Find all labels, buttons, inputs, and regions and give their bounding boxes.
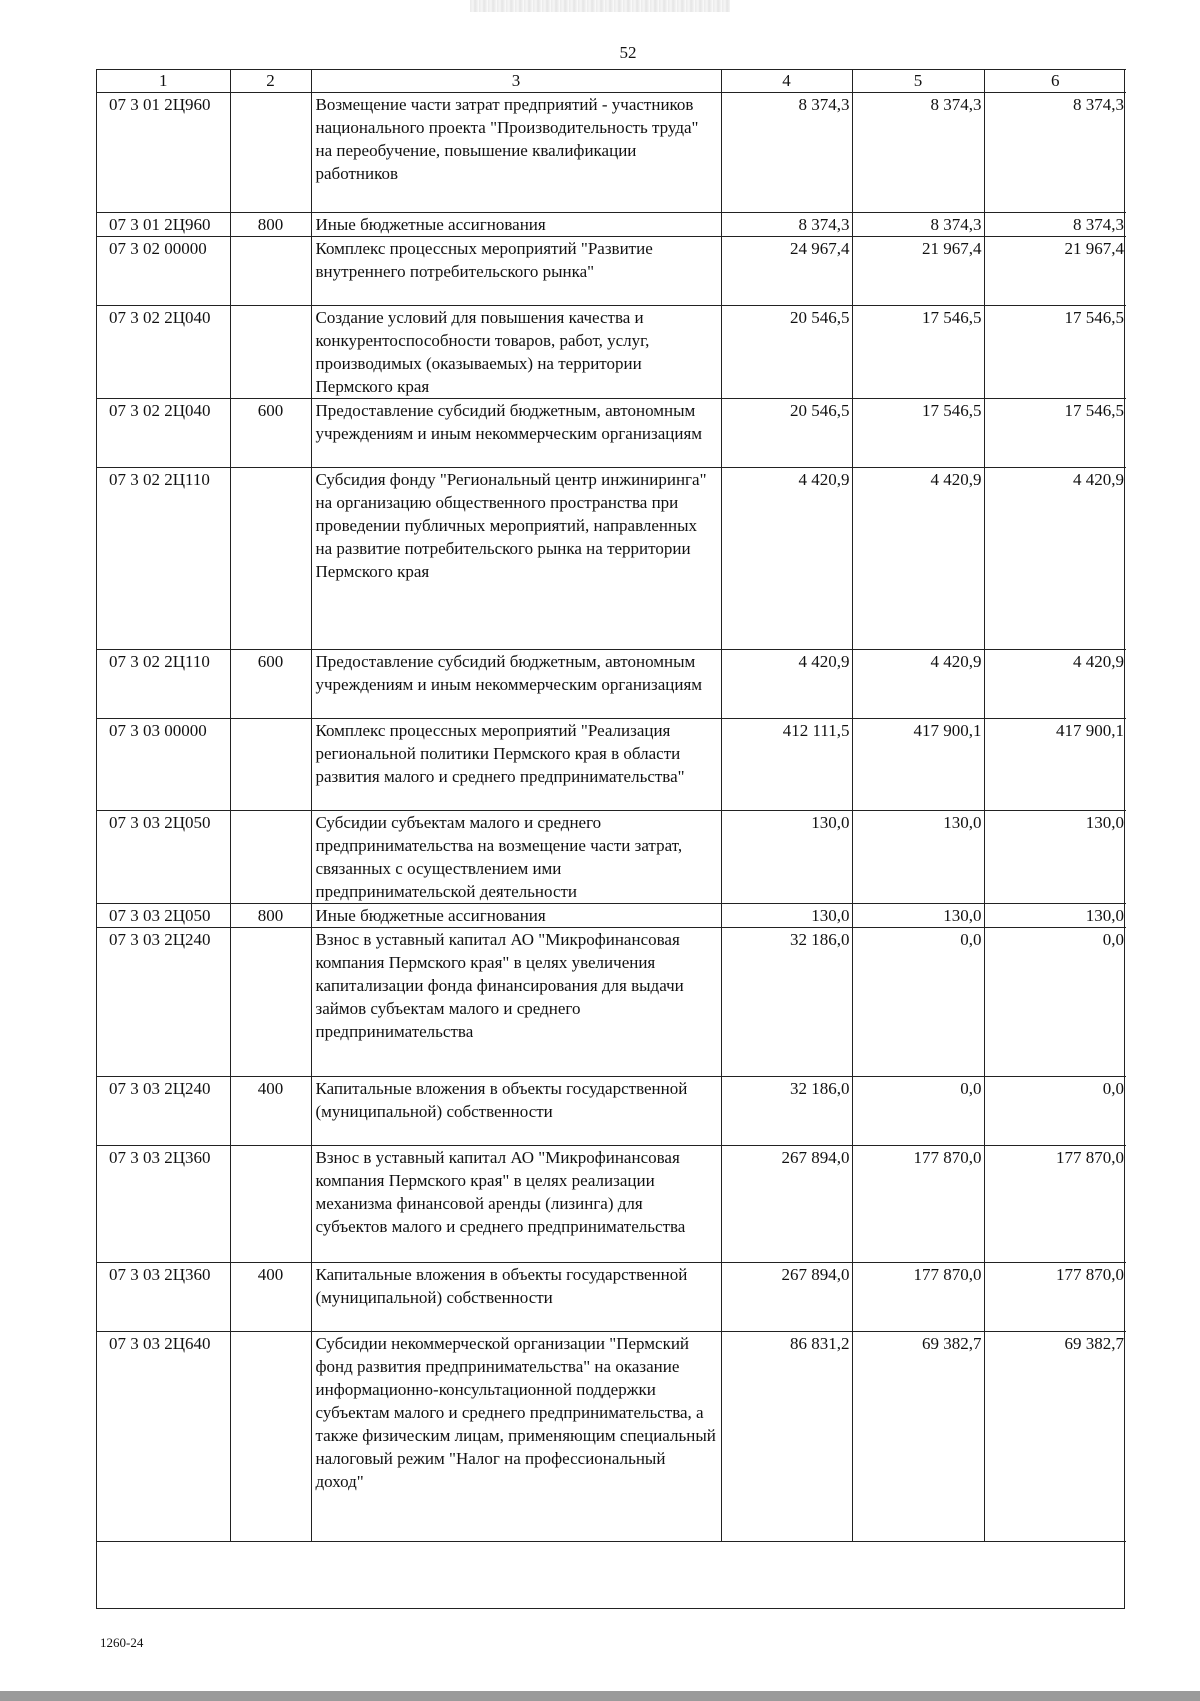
budget-code-cell: 07 3 01 2Ц960 bbox=[97, 213, 230, 237]
expense-type-cell bbox=[230, 1332, 311, 1542]
table-row bbox=[97, 93, 1126, 213]
amount-cell: 417 900,1 bbox=[852, 719, 984, 811]
column-header: 4 bbox=[721, 70, 852, 93]
budget-code-cell: 07 3 03 2Ц240 bbox=[97, 1077, 230, 1146]
amount-cell: 267 894,0 bbox=[721, 1263, 852, 1332]
amount-cell: 32 186,0 bbox=[721, 1077, 852, 1146]
expense-type-cell: 800 bbox=[230, 213, 311, 237]
table-row bbox=[97, 213, 1126, 237]
amount-cell: 417 900,1 bbox=[984, 719, 1126, 811]
table-body bbox=[97, 70, 1126, 1542]
item-name-cell: Иные бюджетные ассигнования bbox=[311, 904, 721, 928]
budget-code-cell: 07 3 03 2Ц360 bbox=[97, 1146, 230, 1263]
amount-cell: 21 967,4 bbox=[984, 237, 1126, 306]
budget-code-cell: 07 3 02 2Ц110 bbox=[97, 468, 230, 650]
budget-code-cell: 07 3 03 00000 bbox=[97, 719, 230, 811]
expense-type-cell: 600 bbox=[230, 650, 311, 719]
expense-type-cell bbox=[230, 306, 311, 399]
table-row bbox=[97, 719, 1126, 811]
amount-cell: 4 420,9 bbox=[721, 468, 852, 650]
amount-cell: 17 546,5 bbox=[852, 399, 984, 468]
amount-cell: 24 967,4 bbox=[721, 237, 852, 306]
expense-type-cell bbox=[230, 928, 311, 1077]
table-row bbox=[97, 904, 1126, 928]
column-header: 3 bbox=[311, 70, 721, 93]
item-name-cell: Взнос в уставный капитал АО "Микрофинансовая компания Пермского края" в целях реализации механизма финансовой аренды (лизинга) для субъектов малого и среднего предпринимательства bbox=[311, 1146, 721, 1263]
amount-cell: 130,0 bbox=[852, 904, 984, 928]
column-header: 2 bbox=[230, 70, 311, 93]
amount-cell: 0,0 bbox=[852, 1077, 984, 1146]
amount-cell: 130,0 bbox=[984, 811, 1126, 904]
table-row bbox=[97, 399, 1126, 468]
amount-cell: 17 546,5 bbox=[984, 399, 1126, 468]
amount-cell: 177 870,0 bbox=[984, 1146, 1126, 1263]
budget-code-cell: 07 3 02 2Ц110 bbox=[97, 650, 230, 719]
amount-cell: 4 420,9 bbox=[852, 468, 984, 650]
table-row bbox=[97, 1077, 1126, 1146]
amount-cell: 4 420,9 bbox=[852, 650, 984, 719]
amount-cell: 4 420,9 bbox=[984, 468, 1126, 650]
item-name-cell: Субсидии некоммерческой организации "Пермский фонд развития предпринимательства" на оказание информационно-консультационной поддержки субъектам малого и среднего предпринимательства, а также физическим лицам, применяющим специальный налоговый режим "Налог на профессиональный доход" bbox=[311, 1332, 721, 1542]
amount-cell: 8 374,3 bbox=[852, 213, 984, 237]
item-name-cell: Капитальные вложения в объекты государственной (муниципальной) собственности bbox=[311, 1263, 721, 1332]
table-row bbox=[97, 1146, 1126, 1263]
page-number: 52 bbox=[619, 43, 637, 62]
item-name-cell: Взнос в уставный капитал АО "Микрофинансовая компания Пермского края" в целях увеличения капитализации фонда финансирования для выдачи займов субъектам малого и среднего предпринимательства bbox=[311, 928, 721, 1077]
expense-type-cell bbox=[230, 237, 311, 306]
amount-cell: 8 374,3 bbox=[984, 93, 1126, 213]
document-code: 1260-24 bbox=[100, 1635, 144, 1650]
item-name-cell: Возмещение части затрат предприятий - участников национального проекта "Производительность труда" на переобучение, повышение квалификации работников bbox=[311, 93, 721, 213]
table-row bbox=[97, 1263, 1126, 1332]
expense-type-cell: 800 bbox=[230, 904, 311, 928]
budget-code-cell: 07 3 03 2Ц050 bbox=[97, 811, 230, 904]
amount-cell: 8 374,3 bbox=[852, 93, 984, 213]
amount-cell: 4 420,9 bbox=[984, 650, 1126, 719]
budget-code-cell: 07 3 03 2Ц360 bbox=[97, 1263, 230, 1332]
expense-type-cell: 400 bbox=[230, 1263, 311, 1332]
table-row bbox=[97, 1332, 1126, 1542]
amount-cell: 130,0 bbox=[721, 811, 852, 904]
amount-cell: 8 374,3 bbox=[721, 93, 852, 213]
item-name-cell: Субсидии субъектам малого и среднего предпринимательства на возмещение части затрат, связанных с осуществлением ими предпринимательской деятельности bbox=[311, 811, 721, 904]
amount-cell: 412 111,5 bbox=[721, 719, 852, 811]
budget-code-cell: 07 3 03 2Ц240 bbox=[97, 928, 230, 1077]
amount-cell: 0,0 bbox=[984, 1077, 1126, 1146]
budget-code-cell: 07 3 03 2Ц640 bbox=[97, 1332, 230, 1542]
amount-cell: 21 967,4 bbox=[852, 237, 984, 306]
budget-code-cell: 07 3 02 2Ц040 bbox=[97, 306, 230, 399]
budget-table bbox=[97, 69, 1126, 1542]
table-row bbox=[97, 237, 1126, 306]
item-name-cell: Субсидия фонду "Региональный центр инжиниринга" на организацию общественного пространства при проведении публичных мероприятий, направленных на развитие потребительского рынка на территории Пермского края bbox=[311, 468, 721, 650]
expense-type-cell: 600 bbox=[230, 399, 311, 468]
amount-cell: 20 546,5 bbox=[721, 306, 852, 399]
column-header: 5 bbox=[852, 70, 984, 93]
amount-cell: 130,0 bbox=[852, 811, 984, 904]
budget-table-frame bbox=[96, 69, 1125, 1609]
amount-cell: 177 870,0 bbox=[852, 1263, 984, 1332]
amount-cell: 177 870,0 bbox=[984, 1263, 1126, 1332]
item-name-cell: Капитальные вложения в объекты государственной (муниципальной) собственности bbox=[311, 1077, 721, 1146]
amount-cell: 4 420,9 bbox=[721, 650, 852, 719]
expense-type-cell: 400 bbox=[230, 1077, 311, 1146]
item-name-cell: Создание условий для повышения качества и конкурентоспособности товаров, работ, услуг, производимых (оказываемых) на территории Пермского края bbox=[311, 306, 721, 399]
amount-cell: 8 374,3 bbox=[984, 213, 1126, 237]
item-name-cell: Предоставление субсидий бюджетным, автономным учреждениям и иным некоммерческим организациям bbox=[311, 399, 721, 468]
item-name-cell: Иные бюджетные ассигнования bbox=[311, 213, 721, 237]
budget-code-cell: 07 3 03 2Ц050 bbox=[97, 904, 230, 928]
table-row bbox=[97, 468, 1126, 650]
column-header: 6 bbox=[984, 70, 1126, 93]
scan-bottom-edge bbox=[0, 1691, 1200, 1701]
budget-code-cell: 07 3 01 2Ц960 bbox=[97, 93, 230, 213]
table-row bbox=[97, 650, 1126, 719]
amount-cell: 20 546,5 bbox=[721, 399, 852, 468]
scan-artifact bbox=[470, 0, 730, 12]
amount-cell: 86 831,2 bbox=[721, 1332, 852, 1542]
expense-type-cell bbox=[230, 468, 311, 650]
item-name-cell: Комплекс процессных мероприятий "Развитие внутреннего потребительского рынка" bbox=[311, 237, 721, 306]
expense-type-cell bbox=[230, 93, 311, 213]
item-name-cell: Предоставление субсидий бюджетным, автономным учреждениям и иным некоммерческим организациям bbox=[311, 650, 721, 719]
amount-cell: 0,0 bbox=[852, 928, 984, 1077]
amount-cell: 177 870,0 bbox=[852, 1146, 984, 1263]
amount-cell: 17 546,5 bbox=[984, 306, 1126, 399]
amount-cell: 0,0 bbox=[984, 928, 1126, 1077]
column-number-row bbox=[97, 70, 1126, 93]
budget-code-cell: 07 3 02 2Ц040 bbox=[97, 399, 230, 468]
amount-cell: 8 374,3 bbox=[721, 213, 852, 237]
column-header: 1 bbox=[97, 70, 230, 93]
expense-type-cell bbox=[230, 811, 311, 904]
expense-type-cell bbox=[230, 719, 311, 811]
amount-cell: 17 546,5 bbox=[852, 306, 984, 399]
table-row bbox=[97, 306, 1126, 399]
amount-cell: 69 382,7 bbox=[984, 1332, 1126, 1542]
amount-cell: 130,0 bbox=[721, 904, 852, 928]
amount-cell: 267 894,0 bbox=[721, 1146, 852, 1263]
table-row bbox=[97, 811, 1126, 904]
amount-cell: 69 382,7 bbox=[852, 1332, 984, 1542]
expense-type-cell bbox=[230, 1146, 311, 1263]
item-name-cell: Комплекс процессных мероприятий "Реализация региональной политики Пермского края в области развития малого и среднего предпринимательства" bbox=[311, 719, 721, 811]
amount-cell: 130,0 bbox=[984, 904, 1126, 928]
amount-cell: 32 186,0 bbox=[721, 928, 852, 1077]
table-row bbox=[97, 928, 1126, 1077]
budget-code-cell: 07 3 02 00000 bbox=[97, 237, 230, 306]
